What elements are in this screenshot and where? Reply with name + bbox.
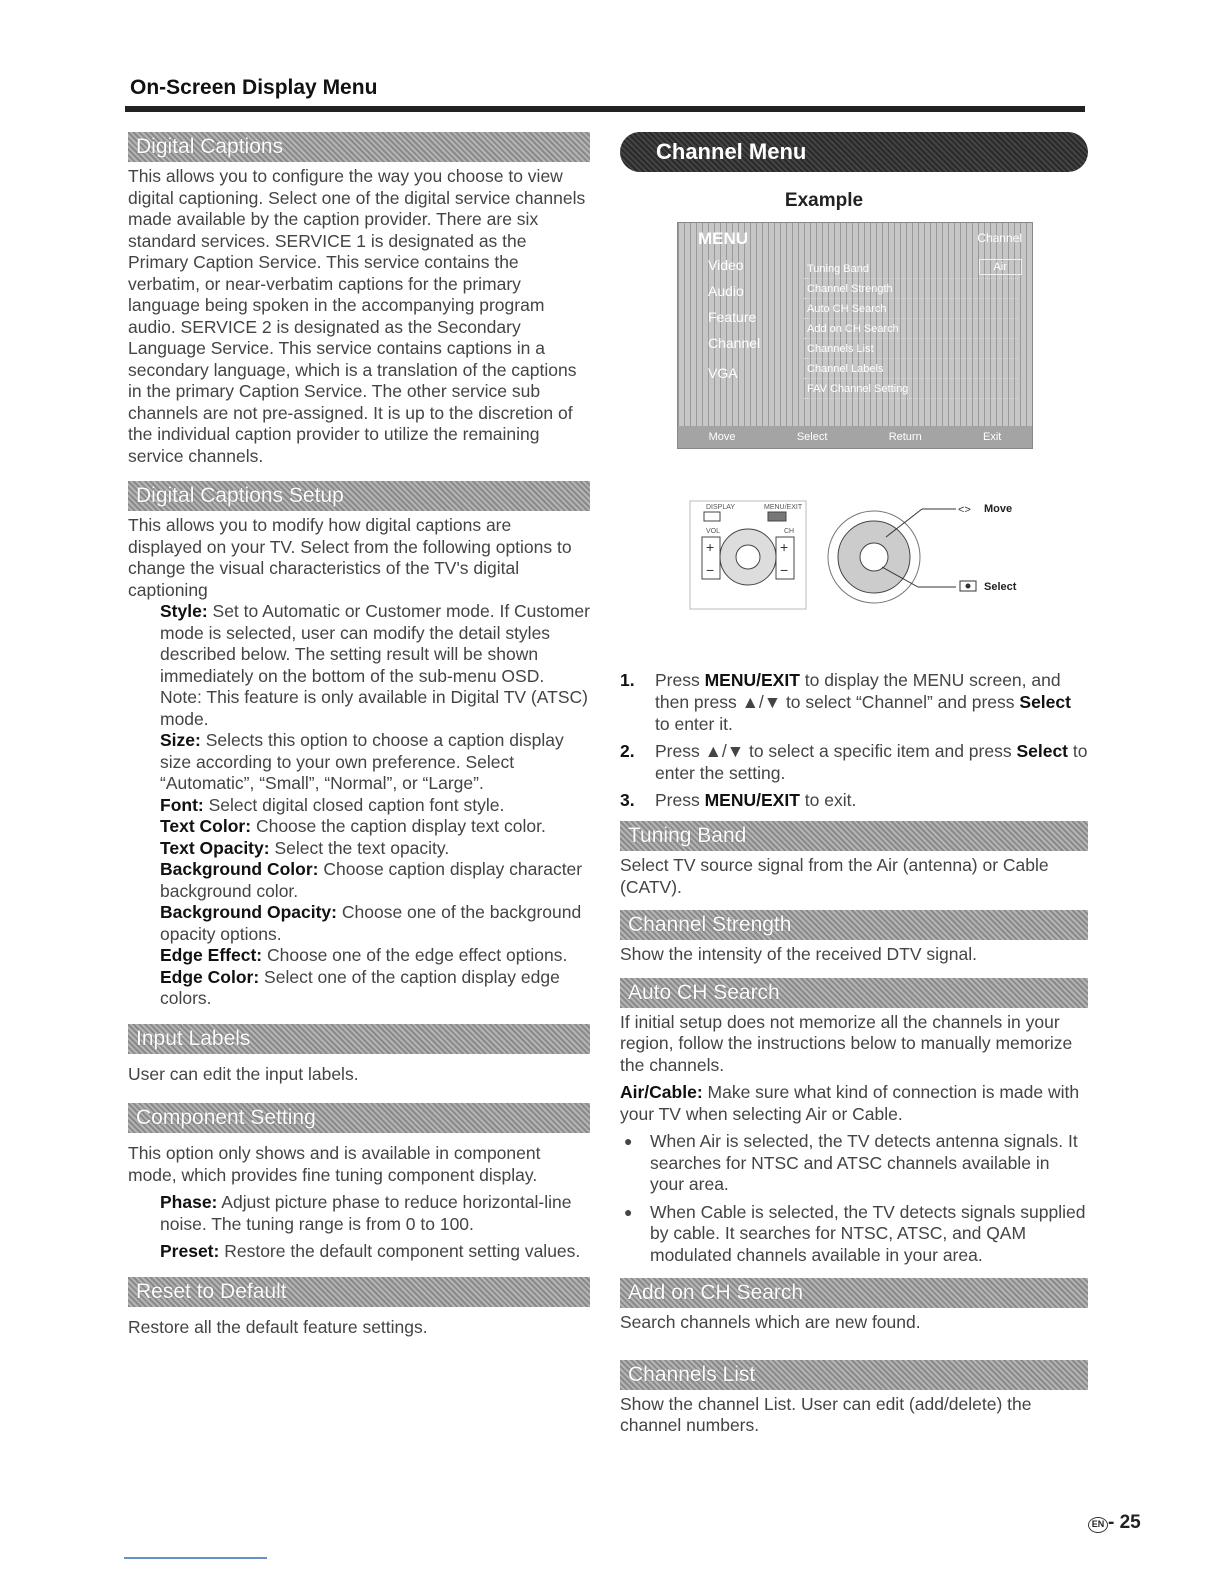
menu-item: Channel Labels [804, 359, 1018, 379]
menu-screen-title: MENU [698, 229, 749, 248]
tuning-band-body: Select TV source signal from the Air (antenna) or Cable (CATV). [620, 855, 1049, 897]
vol-minus: − [706, 562, 715, 578]
section-title-input-labels: Input Labels [128, 1024, 590, 1054]
vol-label: VOL [706, 528, 721, 535]
component-preset: Preset: Restore the default component setting values. [160, 1241, 581, 1261]
option-text-color: Text Color: Choose the caption display text color. [160, 816, 546, 836]
menu-item: Add on CH Search [804, 319, 1018, 339]
option-text-opacity: Text Opacity: Select the text opacity. [160, 837, 450, 858]
move-label: Move [984, 503, 1013, 515]
move-arrows-icon: <> [958, 504, 971, 516]
auto-ch-search-body: If initial setup does not memorize all the channels in your region, follow the instructions below to manually memorize the channels. [620, 1011, 1073, 1075]
option-background-opacity: Background Opacity: Choose one of the background opacity options. [160, 902, 582, 944]
menu-nav-audio: Audio [708, 283, 744, 299]
footer-select: Select [796, 431, 828, 443]
menu-screen-example [677, 222, 1033, 449]
menu-item: FAV Channel Setting [804, 379, 1018, 399]
instruction-steps [620, 669, 1088, 811]
menu-item: Tuning Band [804, 259, 1018, 279]
section-title-channels-list: Channels List [620, 1360, 1088, 1390]
ch-plus: + [780, 539, 789, 555]
menu-item: Channels List [804, 339, 1018, 359]
header-rule [125, 106, 1085, 112]
footer-return: Return [888, 431, 922, 443]
section-title-digital-captions-setup: Digital Captions Setup [128, 481, 590, 511]
channels-list-body: Show the channel List. User can edit (add/delete) the channel numbers. [620, 1393, 1032, 1435]
footer-exit: Exit [983, 431, 1002, 443]
left-column [128, 128, 590, 1338]
menu-button-label: MENU/EXIT [764, 504, 803, 511]
channel-strength-body: Show the intensity of the received DTV signal. [620, 944, 977, 964]
step-3: 3. Press MENU/EXIT to exit. [620, 790, 857, 810]
footer-move: Move [708, 431, 736, 443]
option-edge-effect: Edge Effect: Choose one of the edge effect options. [160, 945, 568, 965]
option-style: Style: Set to Automatic or Customer mode. If Customer mode is selected, user can modify the detail styles described below. The setting result will be shown immediately on the bottom of the sub-menu OSD. Note: This feature is only available in Digital TV (ATSC) mode. [160, 601, 590, 729]
dpad-zoom-center [860, 543, 888, 571]
section-title-channel-strength: Channel Strength [620, 910, 1088, 940]
step-2: 2. Press ▲/▼ to select a specific item and press Select to enter the setting. [620, 741, 1088, 783]
component-phase: Phase: Adjust picture phase to reduce horizontal-line noise. The tuning range is from 0 to 100. [160, 1192, 572, 1234]
air-cable-note: Air/Cable: Make sure what kind of connection is made with your TV when selecting Air or Cable. [620, 1082, 1080, 1124]
option-size: Size: Selects this option to choose a caption display size according to your own preference. Select “Automatic”, “Small”, “Normal”, or “Large”. [160, 730, 564, 793]
menu-nav-video: Video [708, 257, 744, 273]
display-button-label: DISPLAY [706, 504, 736, 511]
option-edge-color: Edge Color: Select one of the caption display edge colors. [160, 966, 560, 1008]
en-language-icon: EN [1088, 1517, 1108, 1533]
component-setting-body: This option only shows and is available in component mode, which provides fine tuning component display. [128, 1143, 541, 1185]
menu-item-list [804, 259, 1018, 399]
section-title-reset-to-default: Reset to Default [128, 1277, 590, 1307]
ch-minus: − [780, 562, 789, 578]
bullet-cable: ● When Cable is selected, the TV detects signals supplied by cable. It searches for NTSC, ATSC, and QAM modulated channels available in your area. [624, 1201, 1086, 1265]
section-title-add-on-ch-search: Add on CH Search [620, 1278, 1088, 1308]
ch-label: CH [784, 528, 795, 535]
menu-item: Channel Strength [804, 279, 1018, 299]
example-label: Example [784, 190, 864, 211]
tuning-band-value: Air [979, 259, 1022, 275]
section-title-tuning-band: Tuning Band [620, 821, 1088, 851]
remote-illustration [620, 495, 1088, 615]
section-title-auto-ch-search: Auto CH Search [620, 978, 1088, 1008]
input-labels-body: User can edit the input labels. [128, 1063, 359, 1084]
vol-plus: + [706, 539, 715, 555]
remote-dpad-center [736, 545, 760, 569]
select-button-dot [966, 584, 971, 589]
menu-screen-corner-label: Channel [977, 231, 1022, 245]
remote-control-figure [620, 495, 1088, 615]
option-font: Font: Select digital closed caption font style. [160, 794, 505, 815]
select-label: Select [984, 581, 1017, 593]
menu-item: Auto CH Search [804, 299, 1018, 319]
option-background-color: Background Color: Choose caption display character background color. [160, 859, 583, 901]
add-on-ch-search-body: Search channels which are new found. [620, 1312, 921, 1332]
menu-nav-vga: VGA [708, 365, 738, 381]
menu-nav-channel: Channel [708, 335, 761, 351]
display-button [704, 512, 720, 521]
caption-options-list [128, 601, 590, 1010]
reset-default-body: Restore all the default feature settings. [128, 1316, 428, 1337]
right-column [620, 128, 1088, 1437]
digital-captions-setup-intro: This allows you to modify how digital captions are displayed on your TV. Select from the following options to change the visual characteristics of the TV's digital captioning [128, 515, 572, 600]
page-number: EN - 25 [1088, 1512, 1141, 1534]
page-title: On-Screen Display Menu [130, 76, 378, 99]
section-title-component-setting: Component Setting [128, 1103, 590, 1133]
section-title-digital-captions: Digital Captions [128, 132, 590, 162]
footer-rule [124, 1557, 267, 1559]
section-title-channel-menu: Channel Menu [620, 132, 1088, 172]
digital-captions-body: This allows you to configure the way you choose to view digital captioning. Select one of the digital service channels made available by the caption provider. There are six standard services. SERVICE 1 is designated as the Primary Caption Service. This service contains the verbatim, or near-verbatim captions for the primary language being spoken in the accompanying program audio. SERVICE 2 is designated as the Secondary Language Service. This service contains captions in a secondary language, which is a translation of the captions in the primary Caption Service. The other service sub channels are not pre-assigned. It is up to the discretion of the individual caption provider to utilize the remaining service channels. [128, 166, 586, 466]
bullet-air: ● When Air is selected, the TV detects antenna signals. It searches for NTSC and ATSC channels available in your area. [624, 1131, 1078, 1194]
step-1: 1. Press MENU/EXIT to display the MENU screen, and then press ▲/▼ to select “Channel” and press Select to enter it. [620, 670, 1071, 734]
menu-exit-button [768, 512, 786, 521]
menu-nav-feature: Feature [708, 309, 757, 325]
menu-screen-footer [678, 426, 1032, 448]
